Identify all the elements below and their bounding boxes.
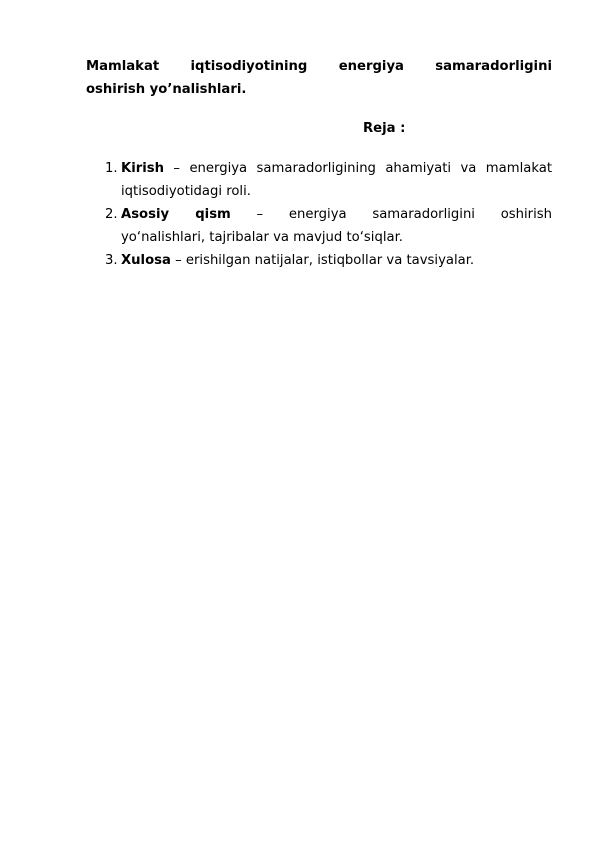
document-title-line-1: Mamlakat iqtisodiyotining energiya samaradorligini: [86, 59, 552, 74]
plan-item-introduction: [100, 157, 552, 203]
plan-item-line-1: [121, 203, 552, 226]
plan-item-term: Xulosa: [121, 253, 171, 268]
plan-item-line-2: iqtisodiyotidagi roli.: [121, 184, 251, 199]
plan-heading: Reja :: [363, 121, 406, 136]
plan-item-line-1: [121, 157, 552, 180]
plan-item-line-1: [121, 249, 552, 272]
plan-item-description: – energiya samaradorligining ahamiyati va mamlakat: [164, 161, 552, 176]
plan-item-conclusion: [100, 249, 552, 272]
plan-item-number: 1.: [105, 161, 118, 176]
plan-item-main-part: [100, 203, 552, 249]
plan-item-number: 2.: [105, 207, 118, 222]
document-title: [86, 55, 552, 101]
plan-item-line-2: yo‘nalishlari, tajribalar va mavjud to‘siqlar.: [121, 230, 403, 245]
document-title-line-2: oshirish yo’nalishlari.: [86, 82, 247, 97]
plan-item-term: Asosiy qism: [121, 207, 231, 222]
plan-item-description: – energiya samaradorligini oshirish: [230, 207, 552, 222]
plan-item-description: – erishilgan natijalar, istiqbollar va tavsiyalar.: [170, 253, 475, 268]
plan-item-term: Kirish: [121, 161, 165, 176]
plan-list: [100, 157, 552, 272]
plan-item-number: 3.: [105, 253, 118, 268]
